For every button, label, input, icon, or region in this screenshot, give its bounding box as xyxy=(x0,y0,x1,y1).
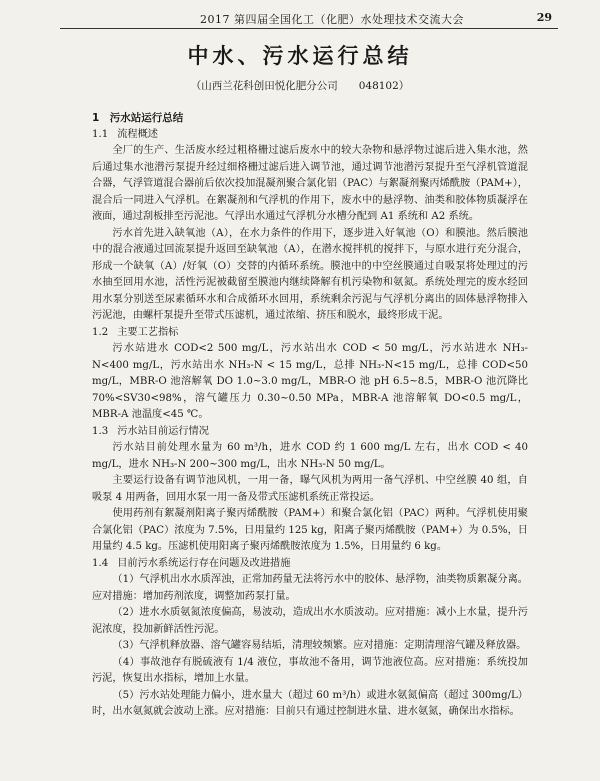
running-title: 2017 第四届全国化工（化肥）水处理技术交流大会 xyxy=(200,13,464,26)
article-title: 中水、污水运行总结 xyxy=(187,44,413,68)
subsection-title: 主要工艺指标 xyxy=(117,326,179,338)
paragraph: 污水站目前处理水量为 60 m³/h，进水 COD 约 1 600 mg/L 左右，出水 COD < 40 mg/L，进水 NH₃-N 200~300 mg/L，出水 NH₃-N 50 mg/L。 xyxy=(92,442,528,470)
paragraph: 全厂的生产、生活废水经过粗格栅过滤后废水中的较大杂物和悬浮物过滤后进入集水池，然后通过集水池潜污泵提升经过细格栅过滤后进入调节池，通过调节池潜污泵提升至气浮机管道混合器，气浮管道混合器前后依次投加混凝剂聚合氯化铝（PAC）与絮凝剂聚丙烯酰胺（PAM+），混合后一同进入气浮机。在絮凝剂和气浮机的作用下，废水中的悬浮物、油类和胶体物质凝浮在液面，通过刮板排至污泥池。气浮出水通过气浮机分水槽分配到 A1 系统和 A2 系统。 xyxy=(92,145,528,222)
running-header xyxy=(60,8,558,29)
paragraph: 主要运行设备有调节池风机，一用一备，曝气风机为两用一备气浮机、中空丝膜 40 组，自吸泵 4 用两备，回用水泵一用一备及带式压滤机系统正常投运。 xyxy=(92,475,528,503)
list-item: （2）进水水质氨氮浓度偏高，易波动，造成出水水质波动。应对措施：减小上水量，提升污泥浓度，投加新鲜活性污泥。 xyxy=(92,607,528,635)
subsection-title: 目前污水系统运行存在问题及改进措施 xyxy=(117,557,291,569)
list-item: （4）事故池存有脱硫液有 1/4 液位，事故池不备用，调节池液位高。应对措施：系统投加污泥，恢复出水指标，增加上水量。 xyxy=(92,656,528,684)
subsection-number: 1.4 xyxy=(92,557,109,569)
subsection-number: 1.1 xyxy=(92,128,109,140)
article-body xyxy=(92,108,528,721)
paragraph: 污水首先进入缺氧池（A），在水力条件的作用下，逐步进入好氧池（O）和膜池。然后膜池中的混合液通过回流泵提升返回至缺氧池（A），在潜水搅拌机的搅拌下，与原水进行充分混合，形成一个缺氧（A）/好氧（O）交替的内循环系统。膜池中的中空丝膜通过自吸泵将处理过的污水抽至回用水池，活性污泥被截留至膜池内继续降解有机污染物和氨氮。系统处理完的废水经回用水泵分别送至尿素循环水和合成循环水回用，系统剩余污泥与气浮机分离出的固体悬浮物排入污泥池，由螺杆泵提升至带式压滤机，通过浓缩、挤压和脱水，最终形成干泥。 xyxy=(92,227,528,321)
list-item: （3）气浮机释放器、溶气罐容易结垢，清理较频繁。应对措施：定期清理溶气罐及释放器。 xyxy=(112,640,527,651)
subsection-number: 1.2 xyxy=(92,326,109,338)
subsection-title: 流程概述 xyxy=(117,128,158,140)
author-affiliation: （山西兰花科创田悦化肥分公司 048102） xyxy=(190,80,410,92)
paragraph: 污水站进水 COD<2 500 mg/L，污水站出水 COD < 50 mg/L，污水站进水 NH₃-N<400 mg/L，污水站出水 NH₃-N < 15 mg/L，总排 NH₃-N<15 mg/L，总排 COD<50 mg/L，MBR-O 池溶解氧 DO 1.0~3.0 mg/L，MBR-O 池 pH 6.5~8.5，MBR-O 池沉降比 70%<SV30<98%，溶气罐压力 0.30~0.50 MPa，MBR-A 池溶解氧 DO<0.5 mg/L，MBR-A 池温度<45 ℃。 xyxy=(92,343,528,420)
list-item: （5）污水站处理能力偏小，进水量大（超过 60 m³/h）或进水氨氮偏高（超过 300mg/L）时，出水氨氮就会波动上涨。应对措施：目前只有通过控制进水量、进水氨氮，确保出水指标。 xyxy=(92,689,528,717)
paragraph: 使用药剂有絮凝剂阳离子聚丙烯酰胺（PAM+）和聚合氯化铝（PAC）两种。气浮机使用聚合氯化铝（PAC）浓度为 7.5%，日用量约 125 kg，阳离子聚丙烯酰胺（PAM+）为 0.5%，日用量约 4.5 kg。压滤机使用阳离子聚丙烯酰胺浓度为 1.5%，日用量约 6 kg。 xyxy=(92,508,528,552)
list-item: （1）气浮机出水水质浑浊，正常加药量无法将污水中的胶体、悬浮物，油类物质絮凝分离。应对措施：增加药剂浓度，调整加药泵打量。 xyxy=(92,574,528,602)
subsection-title: 污水站目前运行情况 xyxy=(117,425,209,437)
subsection-heading-1-4 xyxy=(92,556,528,573)
subsection-heading-1-1 xyxy=(92,127,528,144)
subsection-heading-1-3 xyxy=(92,424,528,441)
page-number: 29 xyxy=(536,11,552,24)
subsection-number: 1.3 xyxy=(92,425,109,437)
subsection-heading-1-2 xyxy=(92,325,528,342)
section-heading-1: 1 污水站运行总结 xyxy=(92,112,184,124)
